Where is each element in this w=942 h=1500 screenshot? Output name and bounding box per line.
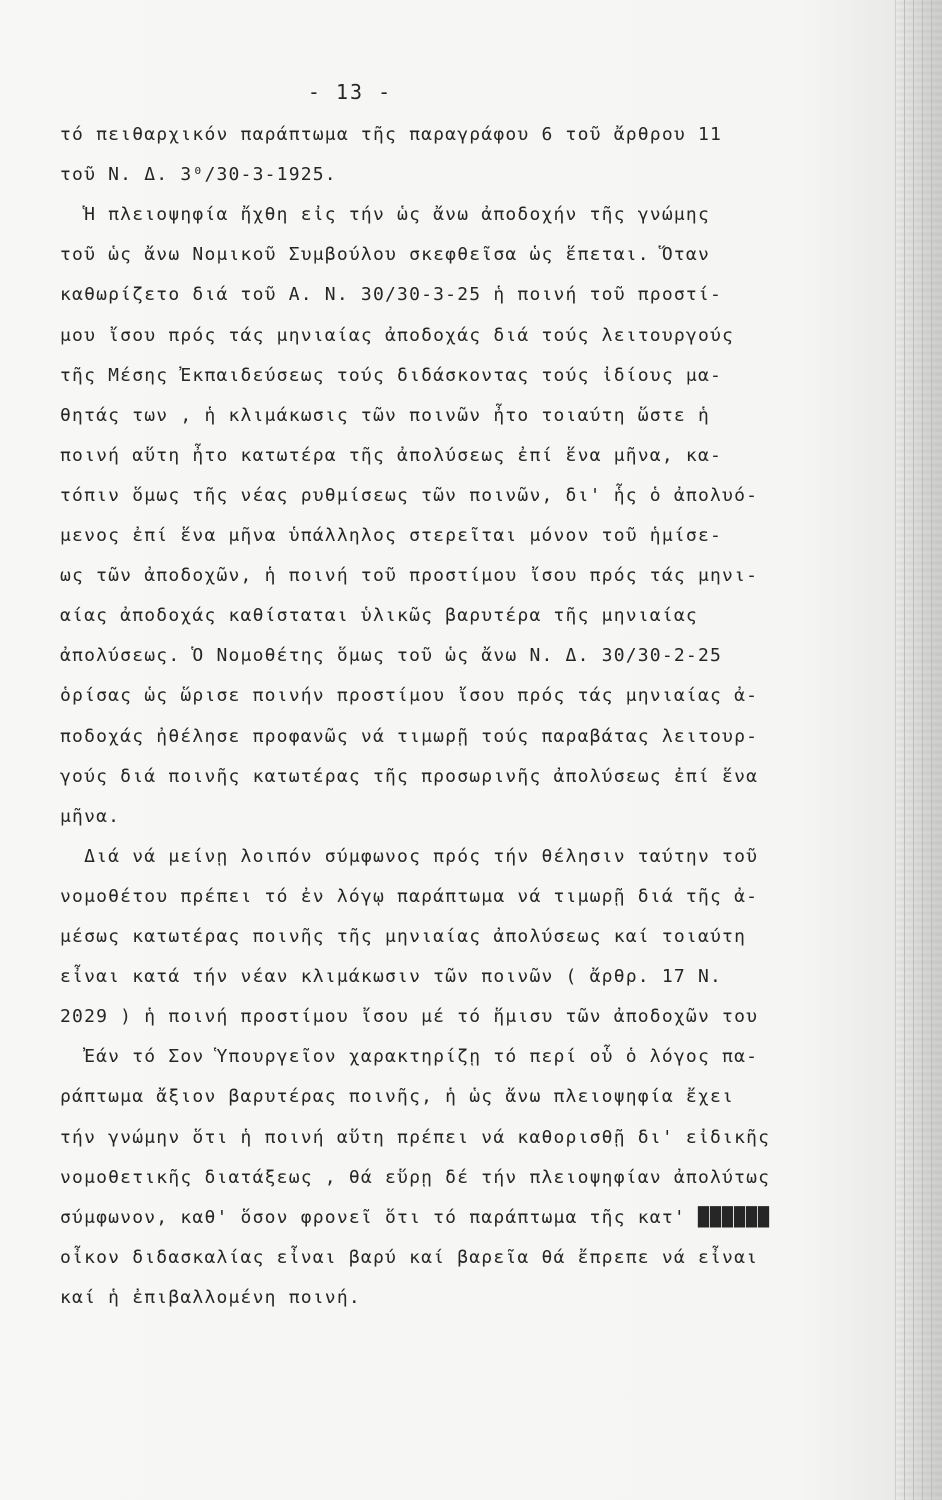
text-line: μενος ἐπί ἕνα μῆνα ὑπάλληλος στερεῖται μόνον τοῦ ἡμίσε- <box>60 525 723 546</box>
page-binding-edge <box>895 0 942 1500</box>
text-line: οἶκον διδασκαλίας εἶναι βαρύ καί βαρεῖα θά ἔπρεπε νά εἶναι <box>60 1246 759 1268</box>
text-line: τοῦ Ν. Δ. 3⁰/30-3-1925. <box>60 164 337 186</box>
text-line: καί ἡ ἐπιβαλλομένη ποινή. <box>60 1286 361 1308</box>
text-line: τήν γνώμην ὅτι ἡ ποινή αὕτη πρέπει νά καθορισθῇ δι' εἰδικῆς <box>60 1126 771 1148</box>
text-line: ἀπολύσεως. Ὁ Νομοθέτης ὅμως τοῦ ὡς ἄνω Ν. Δ. 30/30-2-25 <box>60 645 723 667</box>
text-line: ποδοχάς ἠθέλησε προφανῶς νά τιμωρῇ τούς παραβάτας λειτουρ- <box>60 725 759 747</box>
text-line: ως τῶν ἀποδοχῶν, ἡ ποινή τοῦ προστίμου ἴσου πρός τάς μηνι- <box>60 565 759 587</box>
text-line: ράπτωμα ἄξιον βαρυτέρας ποινῆς, ἡ ὡς ἄνω πλειοψηφία ἔχει <box>60 1086 735 1108</box>
text-line: νομοθετικῆς διατάξεως , θά εὕρῃ δέ τήν πλειοψηφίαν ἀπολύτως <box>60 1166 771 1188</box>
text-line: Ἡ πλειοψηφία ἤχθη εἰς τήν ὡς ἄνω ἀποδοχήν τῆς γνώμης <box>60 204 710 226</box>
text-line: Ἐάν τό Σον Ὑπουργεῖον χαρακτηρίζῃ τό περί οὗ ὁ λόγος πα- <box>60 1046 759 1068</box>
text-line: τό πειθαρχικόν παράπτωμα τῆς παραγράφου 6 τοῦ ἄρθρου 11 <box>60 124 723 145</box>
text-line: Διά νά μείνῃ λοιπόν σύμφωνος πρός τήν θέλησιν ταύτην τοῦ <box>60 845 759 867</box>
text-line: νομοθέτου πρέπει τό ἐν λόγῳ παράπτωμα νά τιμωρῇ διά τῆς ἀ- <box>60 885 759 907</box>
text-line: μέσως κατωτέρας ποινῆς τῆς μηνιαίας ἀπολύσεως καί τοιαύτη <box>60 926 747 947</box>
text-line: καθωρίζετο διά τοῦ Α. Ν. 30/30-3-25 ἡ ποινή τοῦ προστί- <box>60 284 723 306</box>
text-line: ποινή αὕτη ἦτο κατωτέρα τῆς ἀπολύσεως ἐπί ἕνα μῆνα, κα- <box>60 444 723 466</box>
text-line: γούς διά ποινῆς κατωτέρας τῆς προσωρινῆς ἀπολύσεως ἐπί ἕνα <box>60 765 759 787</box>
text-line: τοῦ ὡς ἄνω Νομικοῦ Συμβούλου σκεφθεῖσα ὡς ἕπεται. Ὅταν <box>60 244 710 266</box>
text-line: τόπιν ὅμως τῆς νέας ρυθμίσεως τῶν ποινῶν, δι' ἧς ὁ ἀπολυό- <box>60 484 759 506</box>
text-line: μου ἴσου πρός τάς μηνιαίας ἀποδοχάς διά τούς λειτουργούς <box>60 324 735 346</box>
text-line: μῆνα. <box>60 805 121 827</box>
text-line: αίας ἀποδοχάς καθίσταται ὑλικῶς βαρυτέρα τῆς μηνιαίας <box>60 605 698 627</box>
text-line: τῆς Μέσης Ἐκπαιδεύσεως τούς διδάσκοντας τούς ἰδίους μα- <box>60 364 723 386</box>
text-line: ὁρίσας ὡς ὥρισε ποινήν προστίμου ἴσου πρός τάς μηνιαίας ἀ- <box>60 685 759 707</box>
text-line: σύμφωνον, καθ' ὅσον φρονεῖ ὅτι τό παράπτωμα τῆς κατ' ██████ <box>60 1206 771 1228</box>
page-number: - 13 - <box>307 80 393 104</box>
text-line: εἶναι κατά τήν νέαν κλιμάκωσιν τῶν ποινῶν ( ἄρθρ. 17 Ν. <box>60 966 723 988</box>
text-line: 2029 ) ἡ ποινή προστίμου ἴσου μέ τό ἥμισυ τῶν ἀποδοχῶν του <box>60 1006 759 1028</box>
text-line: θητάς των , ἡ κλιμάκωσις τῶν ποινῶν ἦτο τοιαύτη ὥστε ἡ <box>60 404 710 426</box>
